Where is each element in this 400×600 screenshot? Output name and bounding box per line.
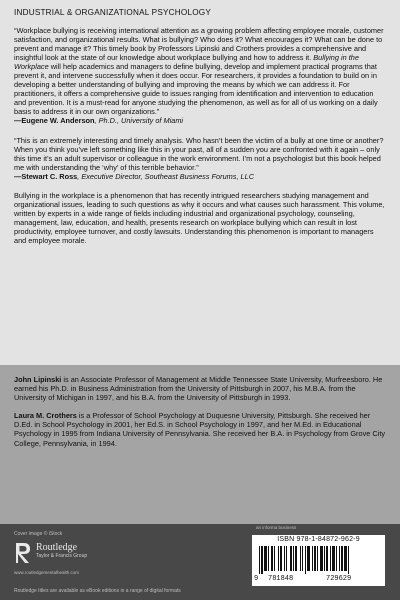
isbn-number: ISBN 978-1-84872-962-9	[277, 536, 360, 543]
author-name: John Lipinski	[14, 375, 62, 384]
ebook-note: Routledge titles are available as eBook editions in a range of digital formats	[14, 588, 181, 594]
author-bios-section	[0, 365, 400, 524]
endorsement-quote-1	[14, 26, 386, 117]
category-label: INDUSTRIAL & ORGANIZATIONAL PSYCHOLOGY	[14, 8, 212, 17]
routledge-logo-icon	[14, 542, 32, 564]
endorsement-quote-2: “This is an extremely interesting and timely analysis. Who hasn’t been the victim of a bully at one time or another? When you think you’ve left something like this in your past, all of a sudden you are confronted with it again – only this time it’s an adult supervisor or colleague in the work environment. I’m not a psychologist but this book helped me with understanding the ‘why’ of this terrible behavior.”	[14, 135, 384, 172]
barcode-icon	[257, 546, 380, 574]
quote-1-author: —Eugene W. Anderson	[14, 116, 95, 126]
author-bio	[14, 411, 386, 447]
barcode-left-digits: 781848	[268, 575, 294, 583]
publisher-group: Taylor & Francis Group	[36, 553, 88, 559]
barcode-right-digits: 729629	[326, 575, 352, 583]
book-description: Bullying in the workplace is a phenomenon that has recently intrigued researchers studying management and organizational issues, leading to such questions as why it occurs and what causes such harassment. This volume, written by experts in a wide range of fields including industrial and organizational psychology, counseling, management, law, education, and health, presents research on workplace bullying which can result in lost productivity, employee turnover, and costly lawsuits. Understanding this phenomenon is important to managers and employee morale.	[14, 191, 385, 246]
author-bio	[14, 375, 386, 402]
publisher-text	[36, 542, 87, 559]
publisher-name: Routledge	[36, 542, 78, 553]
quote-1-affiliation: , Ph.D., University of Miami	[94, 116, 184, 126]
quote-1-attribution	[14, 116, 386, 125]
publisher-logo	[14, 542, 87, 564]
author-bio-text: is a Professor of School Psychology at Duquesne University, Pittsburgh. She received her D.Ed. in School Psychology in 2001, her Ed.S. in School Psychology in 1997, and her M.Ed. in Educational Psychology in 1995 from Indiana University of Pennsylvania. She received her B.A. in Psychology from Grove City College, Pennsylvania, in 1994.	[14, 411, 386, 448]
publisher-url: www.routledgementalhealth.com	[14, 570, 80, 575]
barcode-lead-digit: 9	[254, 575, 259, 583]
barcode-panel	[252, 535, 385, 586]
quote-1-text-after: will help academics and managers to define bullying, develop and implement practical programs that prevent it, and intervene successfully when it does occur. For researchers, it provides a foundation to build on in developing a better understanding of bullying and improving the means by which we can address it. For practitioners, it offers a comprehensive guide to issues ranging from identification and intervention to education and prevention. It is a must-read for anyone studying the phenomenon, as well as for all of us working on a daily basis to address it in our own organizations.”	[14, 61, 378, 117]
book-title-inline: Bullying in the Workplace	[14, 52, 359, 71]
cover-image-credit: Cover image © iStock	[14, 531, 63, 537]
quote-1-text-before: “Workplace bullying is receiving international attention as a growing problem affecting employee morale, customer satisfaction, and organizational results. What is bullying? Who does it? What encourages it? What can be done to prevent and manage it? This timely book by Professors Lipinski and Crothers provides a comprehensive and insightful look at the state of our knowledge about workplace bullying and how to address it.	[14, 25, 384, 62]
quote-2-attribution	[14, 172, 386, 181]
author-bio-text: is an Associate Professor of Management at Middle Tennessee State University, Murfreesboro. He earned his Ph.D. in Business Administration from the University of Pittsburgh in 2007, his M.B.A. from the University of Michigan in 1997, and his B.A. from the University of Pittsburgh in 1993.	[14, 375, 383, 403]
quote-2-author: —Stewart C. Ross	[14, 171, 78, 181]
publisher-footer	[0, 524, 400, 600]
informa-tagline: an informa business	[256, 525, 297, 530]
author-name: Laura M. Crothers	[14, 411, 77, 421]
quote-2-affiliation: , Executive Director, Southeast Business Forums, LLC	[77, 171, 254, 181]
